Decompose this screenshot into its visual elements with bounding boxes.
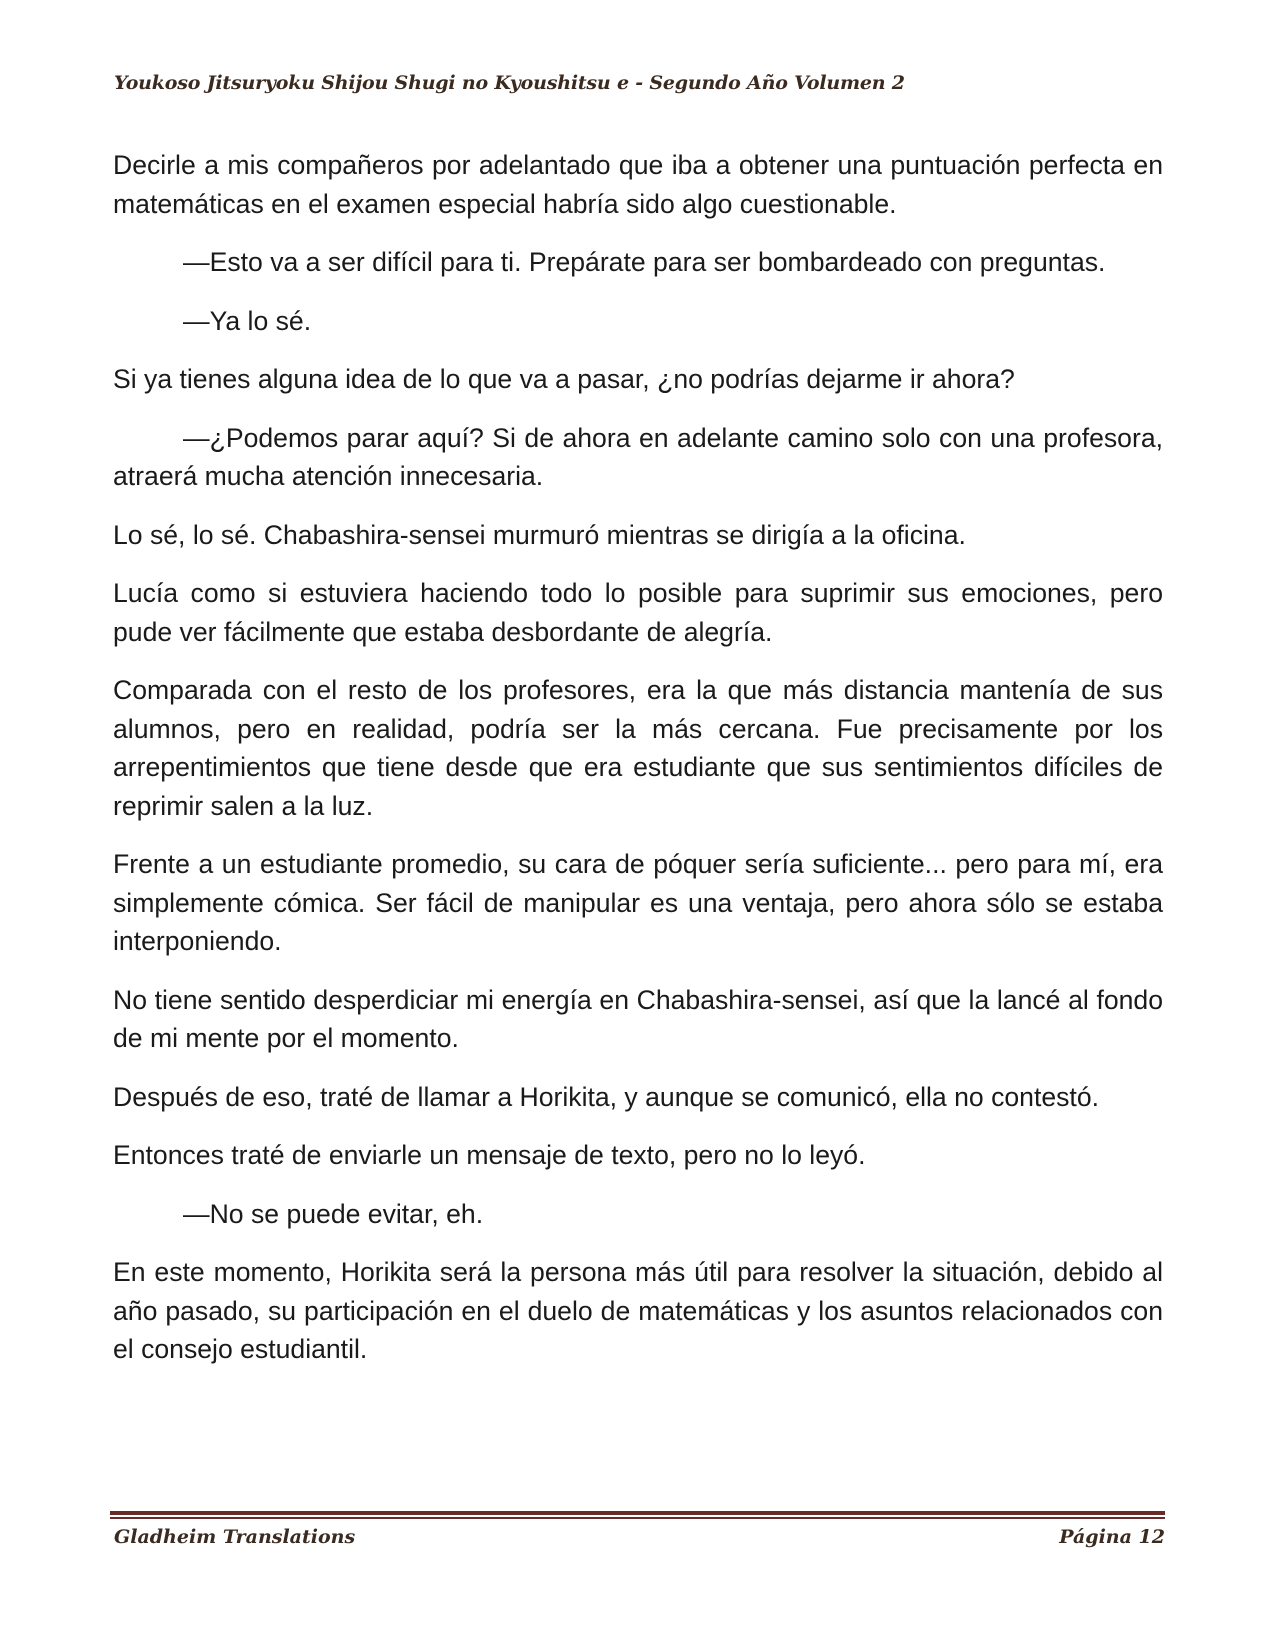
paragraph: No tiene sentido desperdiciar mi energía en Chabashira-sensei, así que la lancé al fondo de mi mente por el momento. [113,984,1163,1053]
body-text [113,146,1163,1389]
paragraph: Frente a un estudiante promedio, su cara de póquer sería suficiente... pero para mí, era simplemente cómica. Ser fácil de manipular es una ventaja, pero ahora sólo se estaba interponiendo. [113,849,1163,956]
footer-rule-thin [110,1517,1165,1519]
paragraph: Decirle a mis compañeros por adelantado que iba a obtener una puntuación perfecta en matemáticas en el examen especial habría sido algo cuestionable. [113,150,1163,219]
paragraph: Comparada con el resto de los profesores, era la que más distancia mantenía de sus alumnos, pero en realidad, podría ser la más cercana. Fue precisamente por los arrepentimientos que tiene desde que era estudiante que sus sentimientos difíciles de reprimir salen a la luz. [113,675,1163,821]
dialogue-paragraph: —¿Podemos parar aquí? Si de ahora en adelante camino solo con una profesora, atraerá mucha atención innecesaria. [113,422,1163,491]
paragraph: Lo sé, lo sé. Chabashira-sensei murmuró mientras se dirigía a la oficina. [113,519,966,550]
paragraph: En este momento, Horikita será la persona más útil para resolver la situación, debido al año pasado, su participación en el duelo de matemáticas y los asuntos relacionados con el consejo estudiantil. [113,1257,1163,1364]
running-header: Youkoso Jitsuryoku Shijou Shugi no Kyoushitsu e - Segundo Año Volumen 2 [114,72,905,94]
footer-rule-thick [110,1511,1165,1515]
paragraph: Después de eso, traté de llamar a Horikita, y aunque se comunicó, ella no contestó. [113,1081,1099,1112]
footer-translator: Gladheim Translations [114,1526,356,1548]
paragraph: Lucía como si estuviera haciendo todo lo posible para suprimir sus emociones, pero pude ver fácilmente que estaba desbordante de alegría. [113,578,1163,647]
footer-page-number: Página 12 [1059,1526,1165,1548]
dialogue-paragraph: —Esto va a ser difícil para ti. Prepárate para ser bombardeado con preguntas. [183,247,1106,277]
dialogue-paragraph: —No se puede evitar, eh. [183,1198,484,1229]
dialogue-paragraph: —Ya lo sé. [183,305,312,336]
paragraph: Entonces traté de enviarle un mensaje de texto, pero no lo leyó. [113,1140,866,1170]
paragraph: Si ya tienes alguna idea de lo que va a pasar, ¿no podrías dejarme ir ahora? [113,364,1015,394]
